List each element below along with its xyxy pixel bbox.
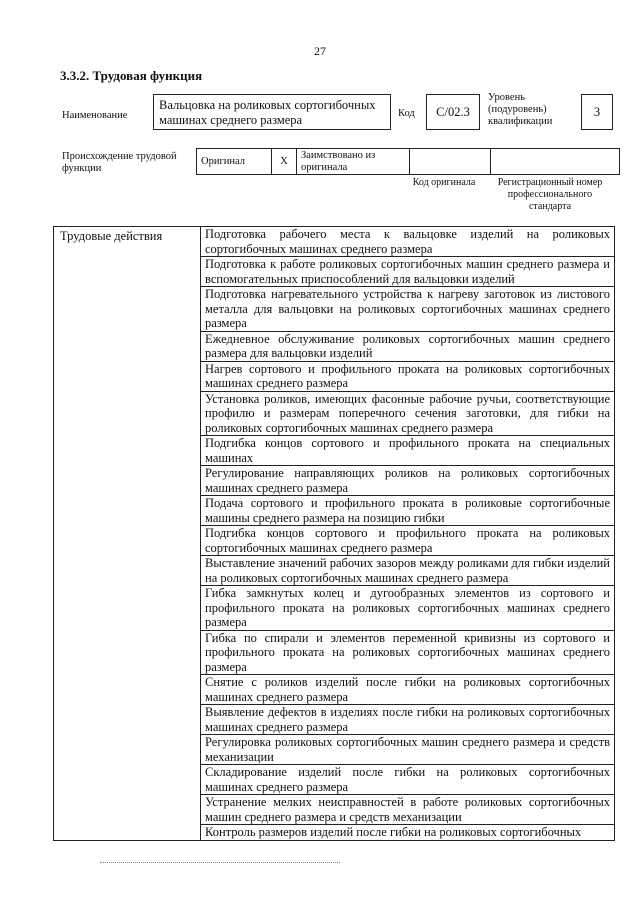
origin-label: Происхождение трудовой функции: [62, 151, 177, 174]
borrowed-label: Заимствовано из оригинала: [297, 149, 410, 175]
actions-table: [53, 226, 615, 841]
action-item: Регулирование направляющих роликов на роликовых сортогибочных машинах среднего размера: [201, 466, 615, 496]
action-item: Установка роликов, имеющих фасонные рабочие ручьи, соответствующие профилю и размерам поперечного сечения заготовки, для гибки на роликовых сортогибочных машинах среднего размера: [201, 391, 615, 436]
action-item: Снятие с роликов изделий после гибки на роликовых сортогибочных машинах среднего размера: [201, 675, 615, 705]
action-item: Устранение мелких неисправностей в работе роликовых сортогибочных машин среднего размера и средств механизации: [201, 795, 615, 825]
action-item: Гибка замкнутых колец и дугообразных элементов из сортового и профильного проката на роликовых сортогибочных машинах среднего размера: [201, 586, 615, 631]
action-item: Ежедневное обслуживание роликовых сортогибочных машин среднего размера для вальцовки изделий: [201, 331, 615, 361]
footer-divider: [100, 862, 340, 863]
section-title: 3.3.2. Трудовая функция: [60, 68, 203, 83]
original-label: Оригинал: [197, 149, 272, 175]
qualification-level-value: 3: [581, 94, 613, 130]
action-item: Подготовка нагревательного устройства к нагреву заготовок из листового металла для вальцовки на роликовых сортогибочных машинах среднего размера: [201, 287, 615, 332]
origin-table: [196, 148, 620, 175]
action-item: Нагрев сортового и профильного проката на роликовых сортогибочных машинах среднего размера: [201, 361, 615, 391]
page-number: 27: [314, 44, 326, 58]
action-item: Складирование изделий после гибки на роликовых сортогибочных машинах среднего размера: [201, 765, 615, 795]
registration-caption: Регистрационный номер профессионального стандарта: [497, 177, 603, 212]
action-item: Подгибка концов сортового и профильного проката на роликовых сортогибочных машинах среднего размера: [201, 526, 615, 556]
action-item: Выставление значений рабочих зазоров между роликами для гибки изделий на роликовых сортогибочных машинах среднего размера: [201, 556, 615, 586]
function-code-value: C/02.3: [426, 94, 480, 130]
action-item: Регулировка роликовых сортогибочных машин среднего размера и средств механизации: [201, 735, 615, 765]
action-item: Выявление дефектов в изделиях после гибки на роликовых сортогибочных машинах среднего размера: [201, 705, 615, 735]
code-caption: Код оригинала: [412, 177, 476, 188]
original-code-cell: [410, 149, 491, 175]
actions-label: Трудовые действия: [54, 227, 201, 841]
action-item: Гибка по спирали и элементов переменной кривизны из сортового и профильного проката на роликовых сортогибочных машинах среднего размера: [201, 630, 615, 675]
code-label: Код: [398, 108, 415, 119]
action-item: Контроль размеров изделий после гибки на роликовых сортогибочных: [201, 825, 615, 841]
name-label: Наименование: [62, 110, 128, 121]
action-item: Подача сортового и профильного проката в роликовые сортогибочные машины среднего размера на позицию гибки: [201, 496, 615, 526]
level-label: Уровень (подуровень) квалификации: [488, 92, 553, 127]
original-mark: X: [272, 149, 297, 175]
action-item: Подгибка концов сортового и профильного проката на специальных машинах: [201, 436, 615, 466]
function-name-value: Вальцовка на роликовых сортогибочных машинах среднего размера: [153, 94, 391, 130]
registration-number-cell: [491, 149, 620, 175]
action-item: Подготовка к работе роликовых сортогибочных машин среднего размера и вспомогательных приспособлений для вальцовки изделий: [201, 257, 615, 287]
action-item: Подготовка рабочего места к вальцовке изделий на роликовых сортогибочных машинах среднего размера: [201, 227, 615, 257]
